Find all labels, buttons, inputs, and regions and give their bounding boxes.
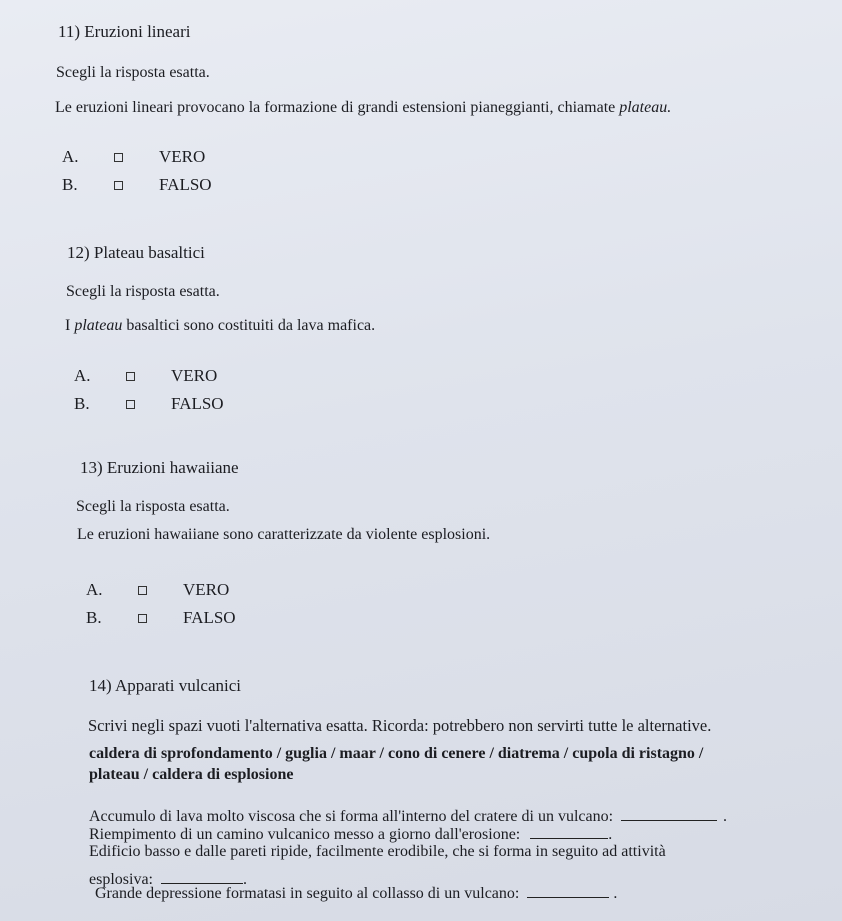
item-period: .: [613, 885, 618, 902]
fill-item-1: [89, 808, 727, 826]
question-14-title: 14) Apparati vulcanici: [89, 676, 242, 695]
option-label: FALSO: [171, 394, 224, 413]
answer-blank[interactable]: [621, 808, 717, 821]
question-12-statement: [65, 317, 375, 335]
question-12-option-a[interactable]: [74, 366, 217, 386]
option-letter: A.: [62, 147, 79, 166]
item-text: Grande depressione formatasi in seguito al collasso di un vulcano:: [95, 885, 520, 902]
item-period: .: [243, 871, 247, 888]
checkbox[interactable]: [138, 586, 147, 595]
alternatives-line-1: caldera di sprofondamento / guglia / maar / cono di cenere / diatrema / cupola di ristagno /: [89, 745, 704, 762]
fill-item-4: [95, 885, 617, 903]
item-text: esplosiva:: [89, 871, 153, 888]
checkbox[interactable]: [114, 153, 123, 162]
item-text: Edificio basso e dalle pareti ripide, facilmente erodibile, che si forma in seguito ad attività: [89, 843, 666, 860]
answer-blank[interactable]: [527, 885, 609, 898]
question-12-option-b[interactable]: [74, 394, 224, 414]
item-text: Riempimento di un camino vulcanico messo a giorno dall'erosione:: [89, 826, 521, 843]
question-11-title: 11) Eruzioni lineari: [58, 22, 191, 41]
fill-item-3: [89, 843, 666, 861]
option-label: VERO: [183, 580, 230, 599]
answer-blank[interactable]: [161, 871, 243, 884]
option-letter: A.: [74, 366, 91, 385]
option-letter: B.: [62, 175, 78, 194]
option-label: VERO: [171, 366, 218, 385]
question-13-option-b[interactable]: [86, 608, 236, 628]
statement-italic: plateau: [74, 317, 123, 334]
checkbox[interactable]: [138, 614, 147, 623]
question-12-instruction: Scegli la risposta esatta.: [66, 283, 220, 300]
statement-prefix: I: [65, 317, 71, 334]
option-label: VERO: [159, 147, 206, 166]
statement-text: Le eruzioni lineari provocano la formazione di grandi estensioni pianeggianti, chiamate: [55, 99, 616, 116]
item-period: .: [723, 808, 728, 825]
option-letter: B.: [74, 394, 90, 413]
fill-item-2: [89, 826, 612, 844]
question-11-instruction: Scegli la risposta esatta.: [56, 64, 210, 81]
checkbox[interactable]: [114, 181, 123, 190]
option-label: FALSO: [183, 608, 236, 627]
question-13-option-a[interactable]: [86, 580, 229, 600]
option-letter: A.: [86, 580, 103, 599]
item-text: Accumulo di lava molto viscosa che si forma all'interno del cratere di un vulcano:: [89, 808, 614, 825]
answer-blank[interactable]: [530, 826, 608, 839]
statement-italic: plateau.: [619, 99, 672, 116]
question-11-option-b[interactable]: [62, 175, 212, 195]
question-13-statement: Le eruzioni hawaiiane sono caratterizzate da violente esplosioni.: [77, 526, 491, 543]
item-period: .: [608, 826, 613, 843]
alternatives-line-2: plateau / caldera di esplosione: [89, 766, 294, 783]
checkbox[interactable]: [126, 400, 135, 409]
question-11-statement: [55, 99, 671, 117]
question-11-option-a[interactable]: [62, 147, 205, 167]
question-14-instruction: Scrivi negli spazi vuoti l'alternativa esatta. Ricorda: potrebbero non servirti tutte le alternative.: [88, 716, 712, 735]
option-letter: B.: [86, 608, 102, 627]
question-12-title: 12) Plateau basaltici: [67, 243, 205, 262]
option-label: FALSO: [159, 175, 212, 194]
question-13-title: 13) Eruzioni hawaiiane: [80, 458, 239, 477]
question-13-instruction: Scegli la risposta esatta.: [76, 498, 230, 515]
statement-text: basaltici sono costituiti da lava mafica.: [126, 317, 376, 334]
checkbox[interactable]: [126, 372, 135, 381]
